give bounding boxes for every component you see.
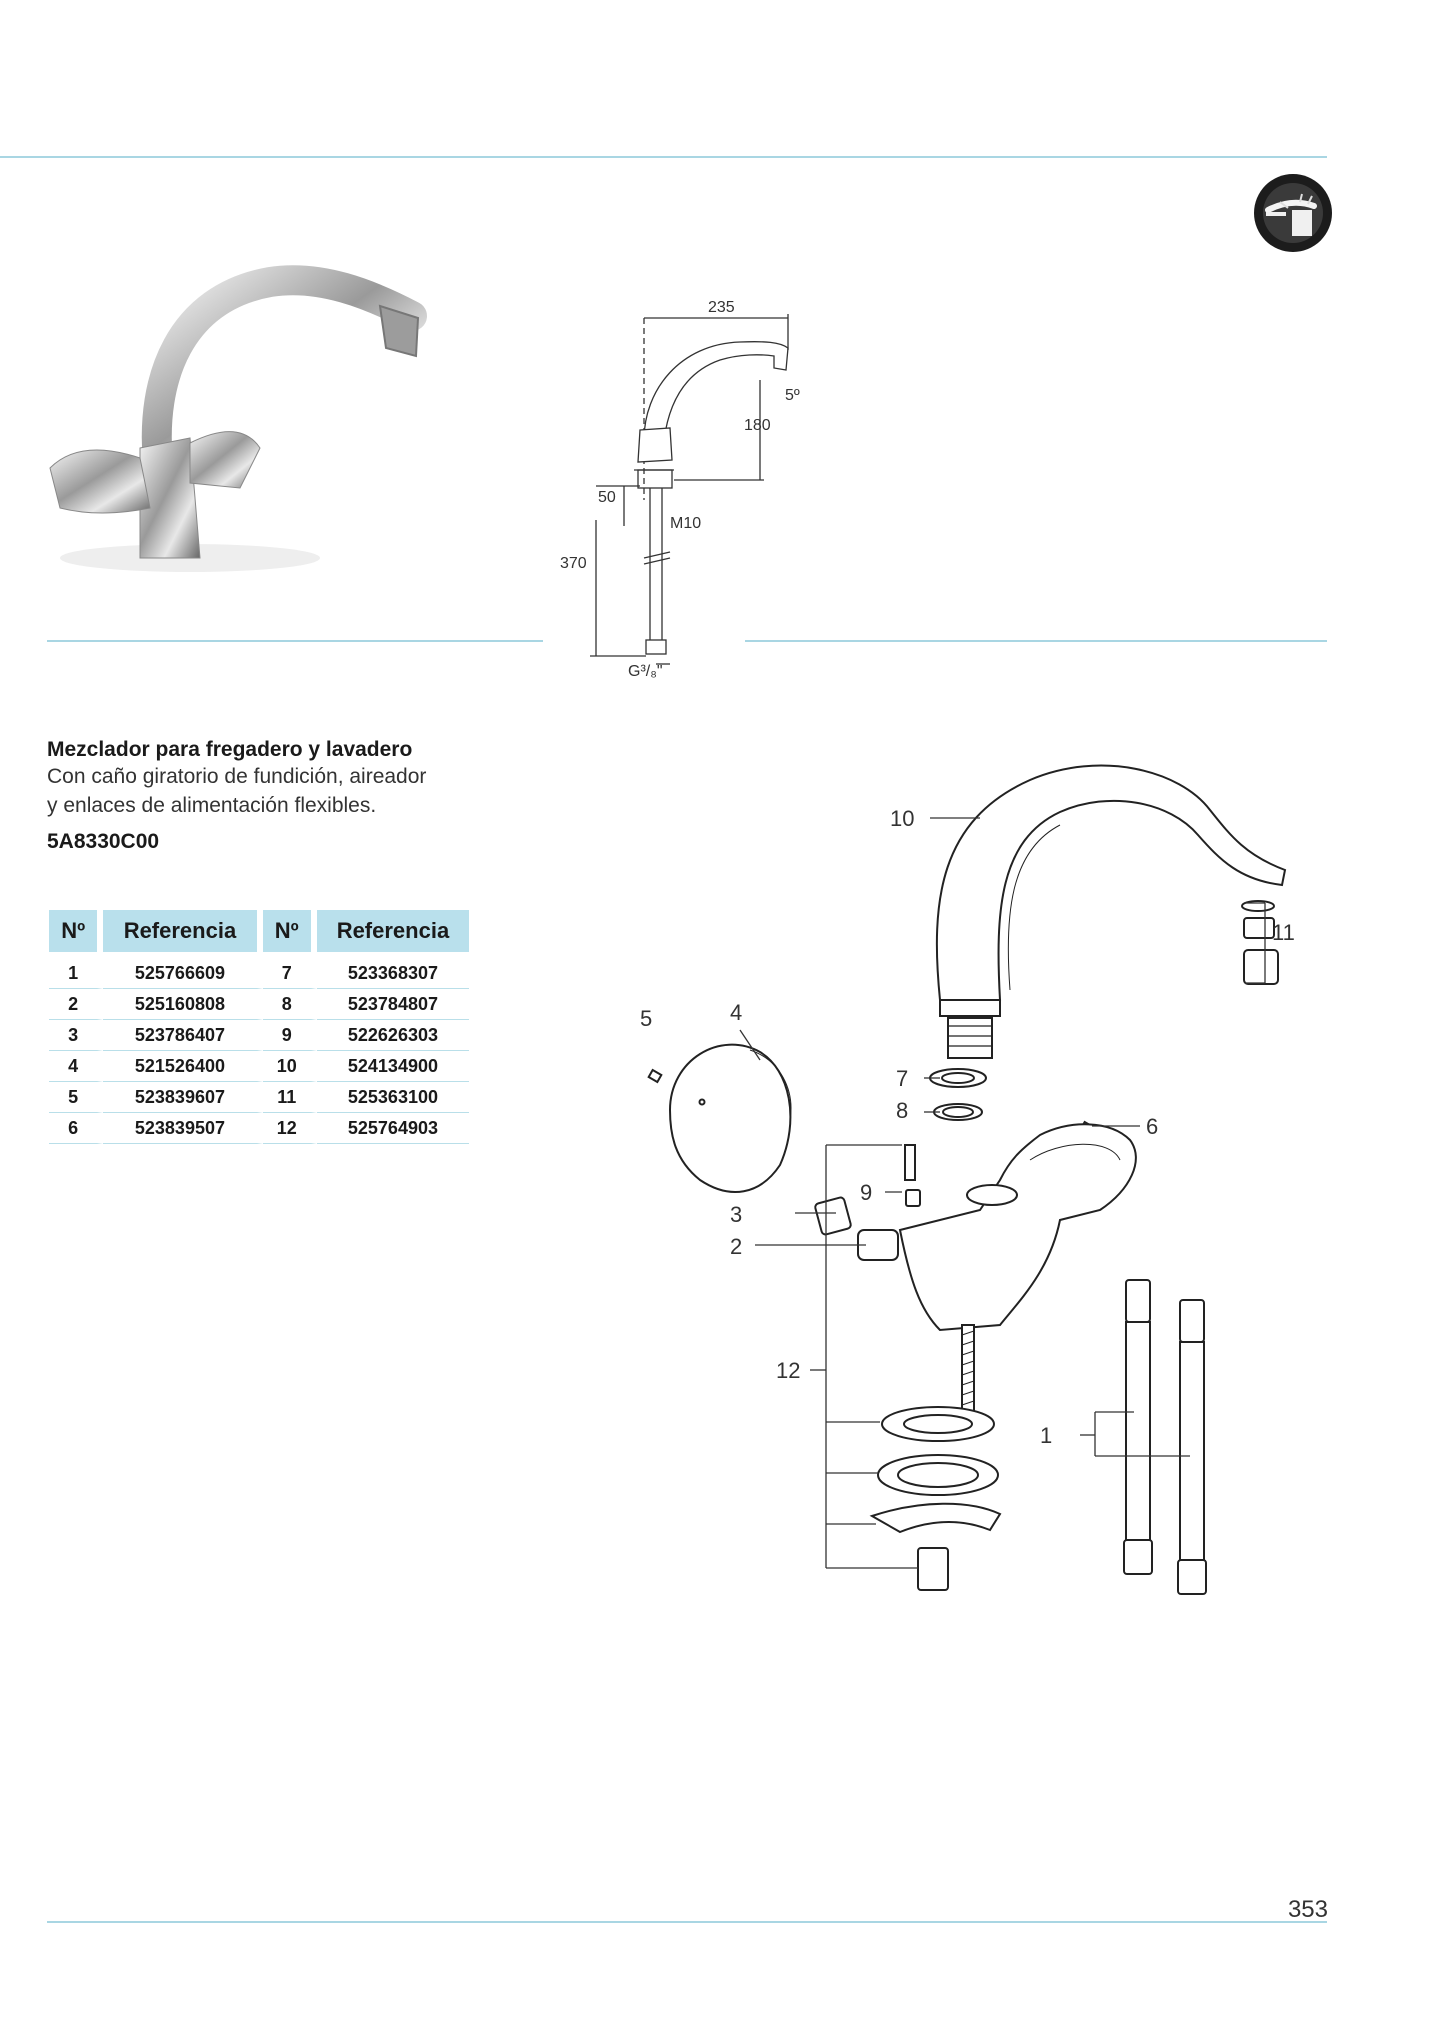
cell-no: 8: [263, 989, 317, 1020]
dim-base: 50: [598, 489, 616, 506]
bottom-divider: [47, 1921, 1327, 1923]
cell-reference: 523784807: [317, 989, 469, 1020]
callout-7: 7: [896, 1066, 909, 1091]
dimension-drawing: [560, 300, 820, 680]
cell-no: 1: [49, 952, 103, 989]
product-reference: 5A8330C00: [47, 830, 160, 853]
cell-reference: 523839507: [103, 1113, 262, 1144]
cell-no: 2: [49, 989, 103, 1020]
table-row: [49, 989, 469, 1020]
cell-reference: 521526400: [103, 1051, 262, 1082]
product-photo: [40, 258, 440, 588]
table-header-row: [49, 910, 469, 952]
product-description-line2: y enlaces de alimentación flexibles.: [47, 794, 377, 817]
cell-no: 5: [49, 1082, 103, 1113]
callout-5: 5: [640, 1006, 653, 1031]
cell-reference: 523368307: [317, 952, 469, 989]
cell-no: 12: [263, 1113, 317, 1144]
product-description-line1: Con caño giratorio de fundición, aireador: [47, 765, 427, 788]
top-divider: [0, 156, 1327, 158]
callout-4: 4: [730, 1000, 743, 1025]
mid-divider-left: [47, 640, 543, 642]
callout-3: 3: [730, 1202, 743, 1227]
sink-faucet-icon: [1252, 172, 1334, 254]
cell-no: 6: [49, 1113, 103, 1144]
cell-reference: 525764903: [317, 1113, 469, 1144]
exploded-parts-drawing: [640, 740, 1340, 1620]
callout-6: 6: [1146, 1114, 1159, 1139]
header-no: Nº: [263, 910, 317, 952]
page-number: 353: [1287, 1896, 1328, 1923]
cell-no: 9: [263, 1020, 317, 1051]
callout-12: 12: [776, 1358, 801, 1383]
dim-connection: G³/₈": [628, 663, 663, 680]
cell-no: 10: [263, 1051, 317, 1082]
dim-width: 235: [708, 300, 735, 316]
mid-divider-right: [745, 640, 1327, 642]
dim-angle: 5º: [785, 387, 800, 404]
header-reference: Referencia: [103, 910, 262, 952]
header-no: Nº: [49, 910, 103, 952]
dim-hose-length: 370: [560, 555, 587, 572]
table-row: [49, 1082, 469, 1113]
cell-no: 7: [263, 952, 317, 989]
product-title: Mezclador para fregadero y lavadero: [47, 738, 413, 761]
dim-height: 180: [744, 417, 771, 434]
callout-8: 8: [896, 1098, 909, 1123]
cell-reference: 525363100: [317, 1082, 469, 1113]
cell-no: 3: [49, 1020, 103, 1051]
callout-9: 9: [860, 1180, 873, 1205]
cell-reference: 525766609: [103, 952, 262, 989]
cell-reference: 524134900: [317, 1051, 469, 1082]
parts-table: [49, 910, 469, 1144]
cell-reference: 522626303: [317, 1020, 469, 1051]
callout-1: 1: [1040, 1423, 1053, 1448]
table-row: [49, 952, 469, 989]
callout-10: 10: [890, 806, 915, 831]
dim-thread: M10: [670, 515, 702, 532]
cell-reference: 523786407: [103, 1020, 262, 1051]
cell-reference: 523839607: [103, 1082, 262, 1113]
table-row: [49, 1051, 469, 1082]
cell-reference: 525160808: [103, 989, 262, 1020]
header-reference: Referencia: [317, 910, 469, 952]
table-row: [49, 1020, 469, 1051]
callout-11: 11: [1272, 920, 1295, 945]
table-row: [49, 1113, 469, 1144]
callout-2: 2: [730, 1234, 743, 1259]
cell-no: 4: [49, 1051, 103, 1082]
cell-no: 11: [263, 1082, 317, 1113]
